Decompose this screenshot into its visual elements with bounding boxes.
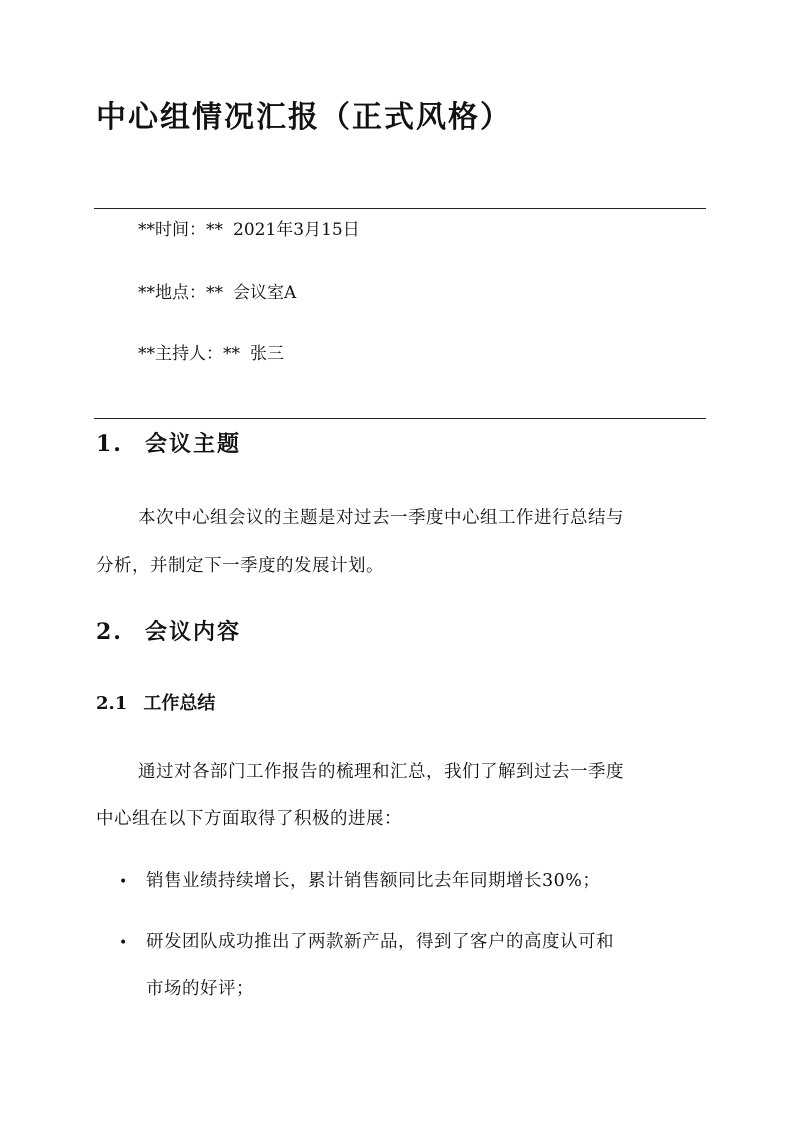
meta-host-label: **主持人：**: [138, 344, 240, 364]
divider-top: [94, 208, 706, 209]
meta-time-value: 2021年3月15日: [233, 220, 360, 240]
divider-bottom: [94, 418, 706, 419]
bullet-item: 研发团队成功推出了两款新产品，得到了客户的高度认可和: [146, 932, 614, 952]
meta-host: [138, 342, 284, 366]
section-title-1: 会议主题: [144, 431, 241, 457]
subsection-title: 工作总结: [143, 693, 216, 714]
section-number-1: 1.: [96, 431, 123, 457]
bullet-item-continuation: 市场的好评；: [146, 979, 254, 999]
meta-place: [138, 281, 296, 305]
section-title-2: 会议内容: [144, 619, 241, 645]
paragraph-line: 通过对各部门工作报告的梳理和汇总，我们了解到过去一季度: [138, 762, 624, 782]
document-title: 中心组情况汇报（正式风格）: [96, 100, 512, 135]
subsection-number: 2.1: [96, 693, 128, 714]
meta-place-value: 会议室A: [233, 283, 297, 303]
meta-host-value: 张三: [250, 344, 284, 364]
bullet-dot: •: [119, 874, 128, 890]
section-heading-1: [96, 428, 241, 460]
section-number-2: 2.: [96, 619, 123, 645]
section-heading-2: [96, 616, 241, 648]
meta-time: [138, 218, 360, 242]
bullet-item: 销售业绩持续增长，累计销售额同比去年同期增长30%；: [146, 871, 601, 891]
meta-time-label: **时间：**: [138, 220, 223, 240]
meta-place-label: **地点：**: [138, 283, 223, 303]
bullet-dot: •: [119, 935, 128, 951]
paragraph-line: 中心组在以下方面取得了积极的进展：: [96, 809, 402, 829]
paragraph-line: 本次中心组会议的主题是对过去一季度中心组工作进行总结与: [138, 508, 624, 528]
subsection-heading-2-1: [96, 691, 215, 717]
paragraph-line: 分析，并制定下一季度的发展计划。: [96, 556, 384, 576]
